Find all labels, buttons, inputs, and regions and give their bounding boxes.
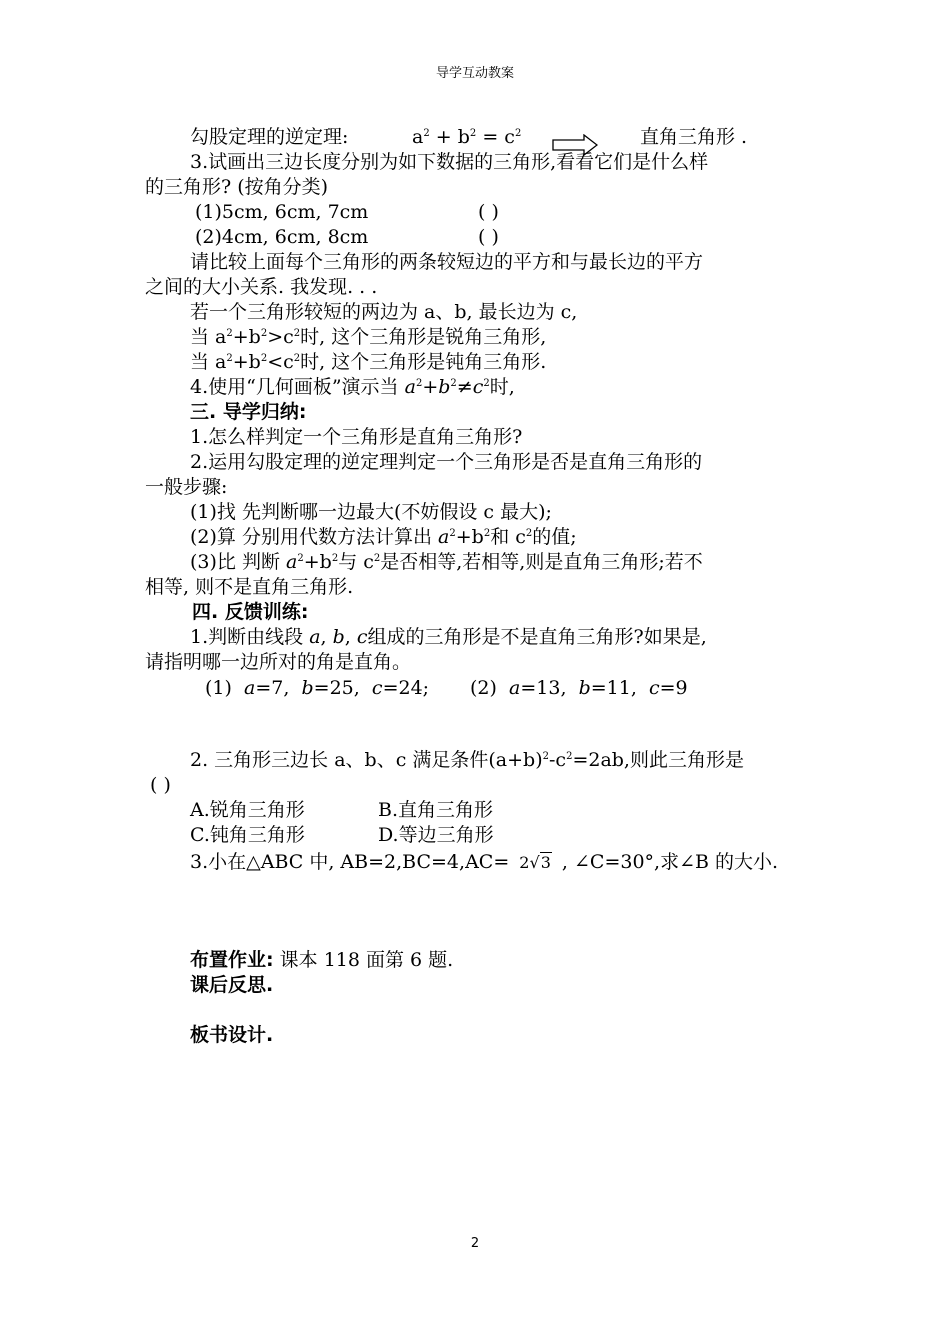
problem2-line1: 2. 三角形三边长 a、b、c 满足条件$(a+b)^2-c^2=2ab$,则此三角形是 [190, 749, 744, 771]
problem1-values-1: (1) a=7, b=25, c=24; [205, 677, 430, 699]
section3-title: 三. 导学归纳: [190, 401, 307, 423]
section3-step2: (2)算 分别用代数方法计算出 $a^2+b^2$和 $c^2$的值; [190, 526, 577, 548]
sqrt-expression: 2√3 [519, 853, 551, 872]
homework-line: 布置作业: 课本 118 面第 6 题. [190, 949, 454, 971]
problem1-line2: 请指明哪一边所对的角是直角。 [145, 651, 412, 673]
q4-line: 4.使用“几何画板”演示当 $a^2+b^2\ne c^2$时, [190, 376, 515, 398]
q3-if-line: 若一个三角形较短的两边为 a、b, 最长边为 c, [190, 301, 578, 323]
q3-acute-line: 当 $a^2+b^2>c^2$时, 这个三角形是锐角三角形, [190, 326, 547, 348]
q3-item2: (2)4cm, 6cm, 8cm [195, 226, 369, 248]
problem1-line1: 1.判断由线段 a, b, c组成的三角形是不是直角三角形?如果是, [190, 626, 707, 648]
q3-obtuse-line: 当 $a^2+b^2<c^2$时, 这个三角形是钝角三角形. [190, 351, 547, 373]
page-number: 2 [470, 1236, 480, 1251]
converse-formula: $a^2 + b^2 = c^2$ [412, 126, 522, 148]
q3-line2: 的三角形? (按角分类) [145, 176, 329, 198]
section3-step3: (3)比 判断 $a^2+b^2$与 $c^2$是否相等,若相等,则是直角三角形;若不 [190, 551, 703, 573]
converse-result: 直角三角形 . [640, 126, 748, 148]
option-d: D.等边三角形 [378, 824, 494, 846]
page-header: 导学互动教案 [435, 66, 514, 81]
q3-line1: 3.试画出三边长度分别为如下数据的三角形,看看它们是什么样 [190, 151, 709, 173]
problem3-line: 3.小在△ABC 中, AB=2,BC=4,AC= 2√3 , ∠C=30°,求∠B 的大小. [190, 851, 779, 873]
board-design-title: 板书设计. [190, 1024, 274, 1046]
section3-item2-line2: 一般步骤: [145, 476, 228, 498]
converse-label: 勾股定理的逆定理: [190, 126, 349, 148]
section3-step1: (1)找 先判断哪一边最大(不妨假设 c 最大); [190, 501, 552, 523]
section3-item1: 1.怎么样判定一个三角形是直角三角形? [190, 426, 523, 448]
reflection-title: 课后反思. [190, 974, 274, 996]
section4-title: 四. 反馈训练: [192, 601, 309, 623]
problem2-line2: ( ) [150, 774, 171, 796]
section3-step3-line2: 相等, 则不是直角三角形. [145, 576, 354, 598]
option-a: A.锐角三角形 [190, 799, 305, 821]
problem1-values-2: (2) a=13, b=11, c=9 [470, 677, 688, 699]
section3-item2-line1: 2.运用勾股定理的逆定理判定一个三角形是否是直角三角形的 [190, 451, 703, 473]
q3-item2-blank: ( ) [478, 226, 499, 248]
q3-compare2: 之间的大小关系. 我发现. . . [145, 276, 378, 298]
q3-compare1: 请比较上面每个三角形的两条较短边的平方和与最长边的平方 [190, 251, 704, 273]
option-c: C.钝角三角形 [190, 824, 305, 846]
q3-item1-blank: ( ) [478, 201, 499, 223]
q3-item1: (1)5cm, 6cm, 7cm [195, 201, 369, 223]
option-b: B.直角三角形 [378, 799, 494, 821]
